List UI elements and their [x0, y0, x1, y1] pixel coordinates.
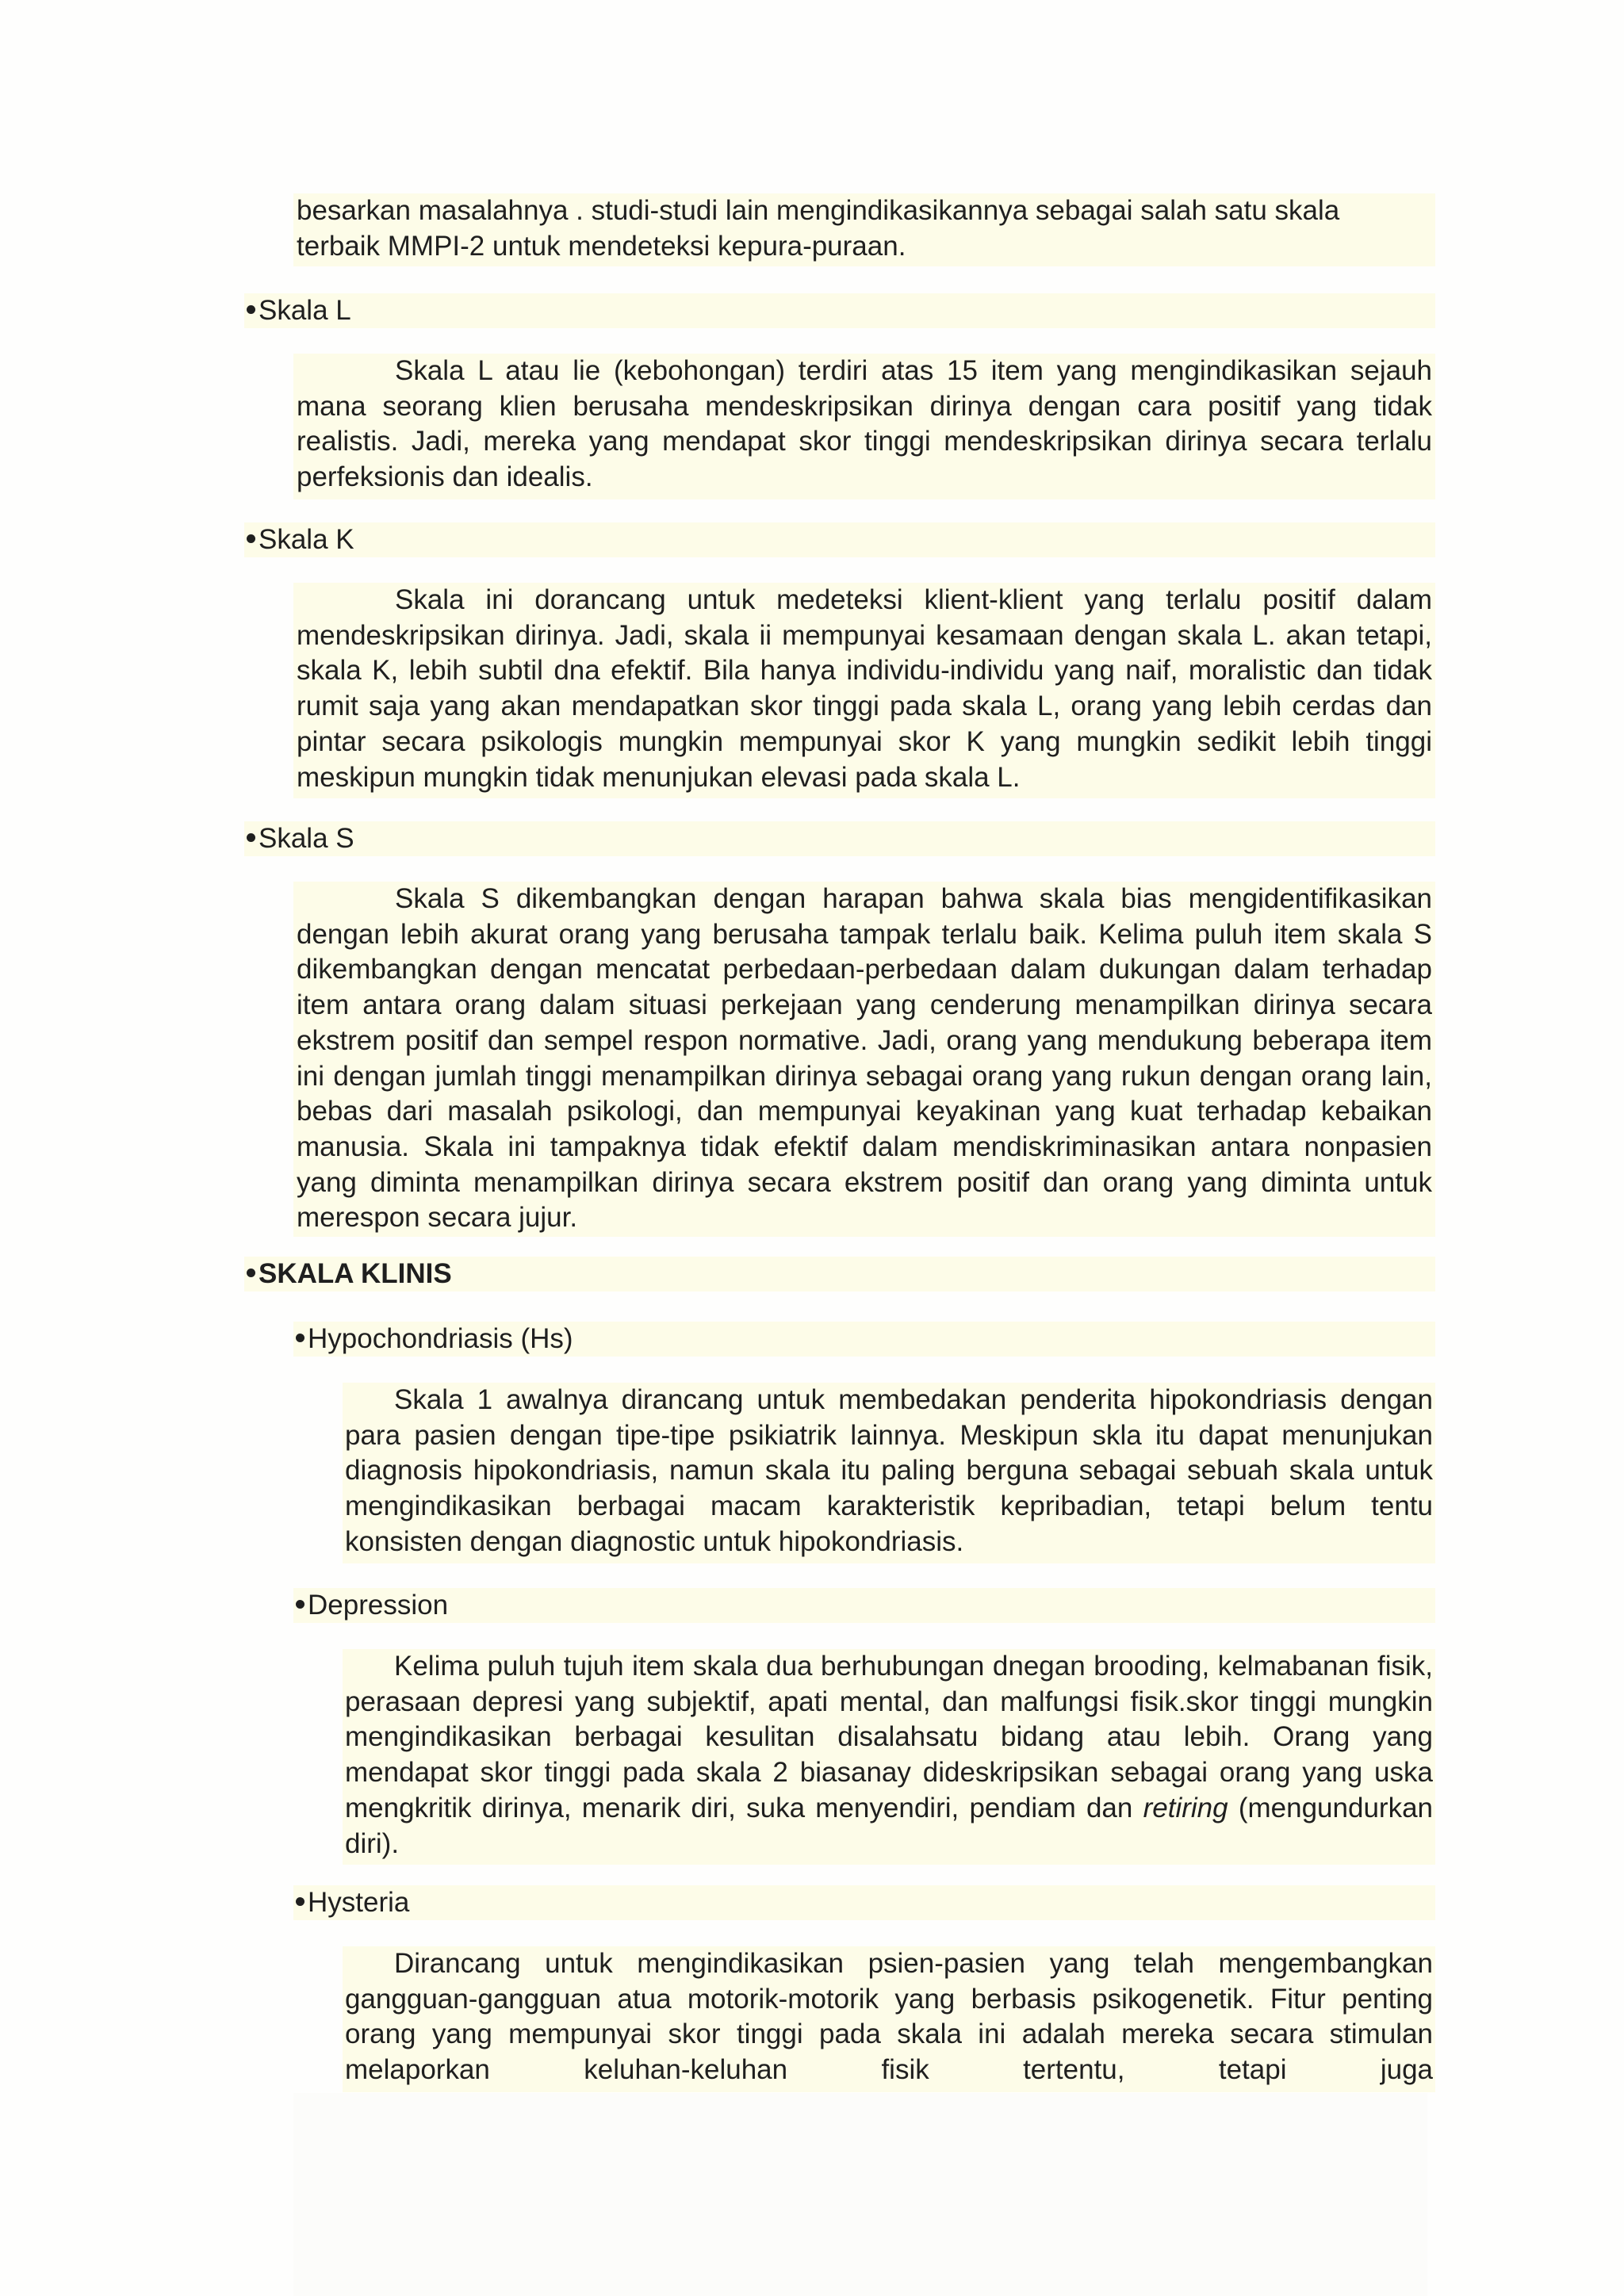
depression-text-italic: retiring — [1143, 1792, 1228, 1823]
depression-text-end: (mengundurkan diri). — [345, 1792, 1433, 1859]
bullet-icon — [247, 305, 255, 314]
skala-l-paragraph — [293, 354, 1435, 499]
bullet-hypochondriasis — [293, 1322, 1435, 1357]
bullet-icon — [296, 1600, 304, 1609]
intro-paragraph — [293, 193, 1435, 266]
heading-skala-l: Skala L — [259, 295, 351, 326]
heading-depression: Depression — [308, 1590, 449, 1621]
skala-s-text: Skala S dikembangkan dengan harapan bahwa skala bias mengidentifikasikan dengan lebih akurat orang yang berusaha tampak terlalu baik. Kelima puluh item skala S dikembangkan dengan mencatat perbedaan-perbedaan dalam dukungan dalam terhadap item antara orang dalam situasi perkejaan yang cenderung menampilkan dirinya secara ekstrem positif dan sempel respon normative. Jadi, orang yang mendukung beberapa item ini dengan jumlah tinggi menampilkan dirinya sebagai orang yang rukun dengan orang lain, bebas dari masalah psikologi, dan mempunyai keyakinan yang kuat terhadap kebaikan manusia. Skala ini tampaknya tidak efektif dalam mendiskriminasikan antara nonpasien yang diminta menampilkan dirinya secara ekstrem positif dan orang yang diminta untuk merespon secara jujur. — [297, 883, 1432, 1234]
bullet-icon — [247, 1269, 255, 1277]
bullet-icon — [296, 1897, 304, 1906]
bullet-icon — [247, 534, 255, 543]
hysteria-paragraph — [343, 1946, 1435, 2092]
skala-k-paragraph — [293, 583, 1435, 798]
page-shade — [293, 2093, 1427, 2296]
heading-skala-klinis: SKALA KLINIS — [259, 1258, 452, 1289]
bullet-hysteria — [293, 1885, 1435, 1920]
depression-paragraph — [343, 1649, 1435, 1865]
intro-line-2: terbaik MMPI-2 untuk mendeteksi kepura-puraan. — [297, 230, 906, 262]
bullet-icon — [247, 833, 255, 842]
bullet-icon — [296, 1334, 304, 1342]
hysteria-text: Dirancang untuk mengindikasikan psien-pasien yang telah mengembangkan gangguan-gangguan atua motorik-motorik yang berbasis psikogenetik. Fitur penting orang yang mempunyai skor tinggi pada skala ini adalah mereka secara stimulan melaporkan keluhan-keluhan fisik tertentu, tetapi juga — [345, 1948, 1433, 2086]
skala-l-text: Skala L atau lie (kebohongan) terdiri atas 15 item yang mengindikasikan sejauh mana seorang klien berusaha mendeskripsikan dirinya dengan cara positif yang tidak realistis. Jadi, mereka yang mendapat skor tinggi mendeskripsikan dirinya secara terlalu perfeksionis dan idealis. — [297, 355, 1432, 493]
depression-text: Kelima puluh tujuh item skala dua berhubungan dnegan brooding, kelmabanan fisik, perasaan depresi yang subjektif, apati mental, dan malfungsi fisik.skor tinggi mungkin mengindikasikan berbagai kesulitan disalahsatu bidang atau lebih. Orang yang mendapat skor tinggi pada skala 2 biasanay dideskripsikan sebagai orang yang uska mengkritik dirinya, menarik diri, suka menyendiri, pendiam dan — [345, 1651, 1433, 1823]
heading-skala-s: Skala S — [259, 823, 354, 854]
hypochondriasis-paragraph — [343, 1383, 1435, 1563]
heading-hysteria: Hysteria — [308, 1887, 410, 1918]
bullet-skala-klinis — [244, 1257, 1435, 1292]
hypochondriasis-text: Skala 1 awalnya dirancang untuk membedakan penderita hipokondriasis dengan para pasien dengan tipe-tipe psikiatrik lainnya. Meskipun skla itu dapat menunjukan diagnosis hipokondriasis, namun skala itu paling berguna sebagai sebuah skala untuk mengindikasikan berbagai macam karakteristik kepribadian, tetapi belum tentu konsisten dengan diagnostic untuk hipokondriasis. — [345, 1384, 1433, 1557]
heading-hypochondriasis: Hypochondriasis (Hs) — [308, 1323, 573, 1354]
bullet-skala-s — [244, 821, 1435, 856]
skala-s-paragraph — [293, 882, 1435, 1237]
bullet-skala-k — [244, 522, 1435, 557]
skala-k-text: Skala ini dorancang untuk medeteksi klient-klient yang terlalu positif dalam mendeskripsikan dirinya. Jadi, skala ii mempunyai kesamaan dengan skala L. akan tetapi, skala K, lebih subtil dna efektif. Bila hanya individu-individu yang naif, moralistic dan tidak rumit saja yang akan mendapatkan skor tinggi pada skala L, orang yang lebih cerdas dan pintar secara psikologis mungkin mempunyai skor K yang mungkin sedikit lebih tinggi meskipun mungkin tidak menunjukan elevasi pada skala L. — [297, 584, 1432, 793]
heading-skala-k: Skala K — [259, 524, 354, 555]
intro-line-1: besarkan masalahnya . studi-studi lain mengindikasikannya sebagai salah satu skala — [297, 195, 1340, 226]
bullet-depression — [293, 1588, 1435, 1623]
bullet-skala-l — [244, 293, 1435, 328]
